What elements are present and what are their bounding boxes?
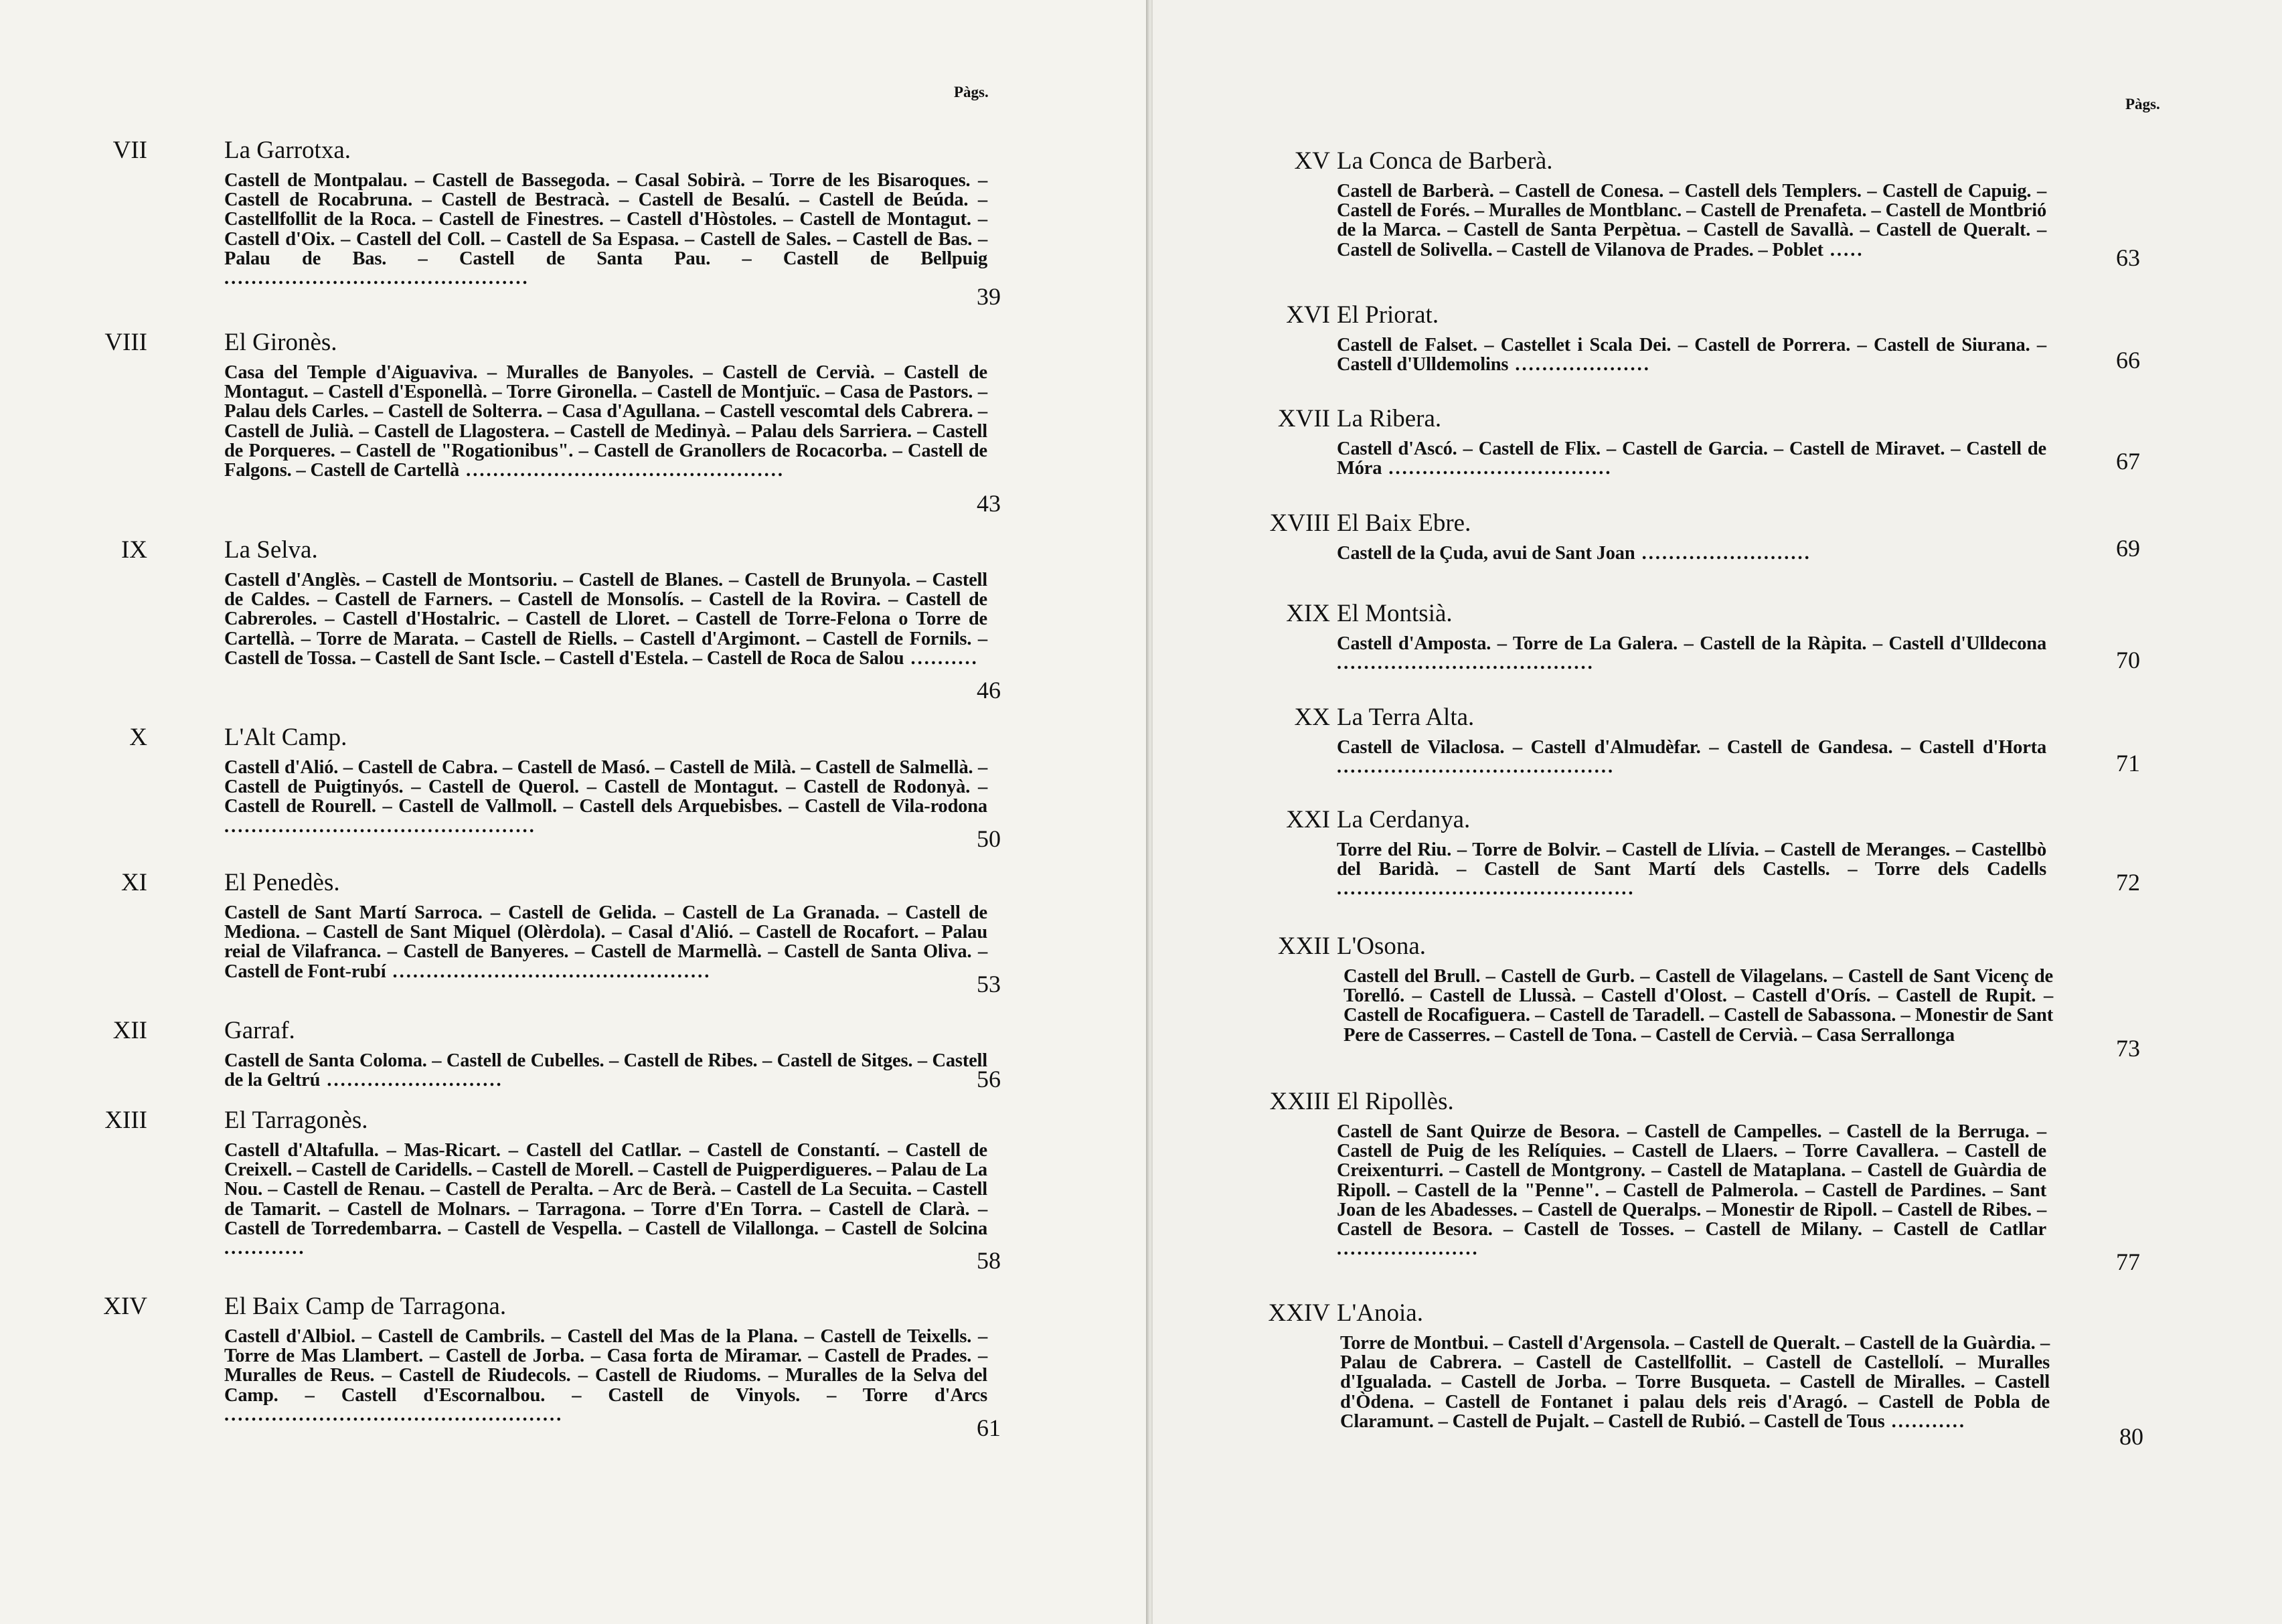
entry-page-number: 61 bbox=[977, 1414, 1001, 1441]
pags-column-label: Pàgs. bbox=[2125, 96, 2160, 112]
entry-text-content: Casa del Temple d'Aiguaviva. – Muralles de Banyoles. – Castell de Cervià. – Castell de Montagut. – Castell d'Esponellà. – Torre Gironella. – Castell de Montjuïc. – Casa de Pastors. – Palau dels Carles. – Castell de Solterra. – Casa d'Agullana. – Castell vescomtal dels Cabrera. – Castell de Julià. – Castell de Llagostera. – Castell de Medinyà. – Palau dels Sarriera. – Castell de Porqueres. – Castell de "Rogationibus". – Castell de Granollers de Rocacorba. – Castell de Falgons. – Castell de Cartellà bbox=[224, 362, 987, 481]
entry-number: X bbox=[129, 724, 147, 751]
entry-title: La Ribera. bbox=[1337, 405, 1442, 432]
entry-title: Garraf. bbox=[224, 1017, 295, 1044]
entry-page-number: 63 bbox=[2116, 244, 2140, 271]
entry-page-number: 46 bbox=[977, 677, 1001, 704]
dot-leader: ............ bbox=[224, 1238, 306, 1259]
entry-title: L'Osona. bbox=[1337, 932, 1427, 960]
entry-title: El Baix Ebre. bbox=[1337, 509, 1471, 537]
dot-leader: .................... bbox=[1508, 354, 1651, 376]
entry-text bbox=[1337, 738, 2046, 777]
entry-text-content: Castell d'Albiol. – Castell de Cambrils. – Castell del Mas de la Plana. – Castell de Teixells. – Torre de Mas Llambert. – Castell de Jorba. – Casa forta de Miramar. – Castell de Prades. – Muralles de Reus. – Castell de Riudecols. – Castell de Riudoms. – Muralles de la Selva del Camp. – Castell d'Escornalbou. – Castell de Vinyols. – Torre d'Arcs bbox=[224, 1326, 987, 1406]
entry-text bbox=[224, 1141, 987, 1258]
dot-leader: ......................... bbox=[1635, 543, 1811, 564]
entry-text bbox=[1337, 181, 2046, 260]
entry-text bbox=[224, 903, 987, 981]
entry-title: La Conca de Barberà. bbox=[1337, 147, 1553, 175]
entry-text bbox=[224, 171, 987, 288]
entry-page-number: 72 bbox=[2116, 869, 2140, 896]
entry-text bbox=[1337, 634, 2046, 673]
entry-number: IX bbox=[120, 536, 147, 564]
dot-leader: ............................................ bbox=[1337, 878, 1635, 900]
entry-page-number: 50 bbox=[977, 825, 1001, 852]
dot-leader: ........... bbox=[1884, 1410, 1967, 1432]
entry-page-number: 58 bbox=[977, 1247, 1001, 1274]
entry-number: VIII bbox=[104, 329, 147, 356]
entry-text bbox=[1337, 335, 2046, 374]
entry-text-content: Torre del Riu. – Torre de Bolvir. – Castell de Llívia. – Castell de Meranges. – Castellbò del Baridà. – Castell de Sant Martí dels Castells. – Torre dels Cadells bbox=[1337, 839, 2046, 880]
entry-text-content: Castell de Montpalau. – Castell de Bassegoda. – Casal Sobirà. – Torre de les Bisaroques. – Castell de Rocabruna. – Castell de Bestracà. – Castell de Besalú. – Castell de Beúda. – Castellfollit de la Roca. – Castell de Finestres. – Castell d'Hòstoles. – Castell de Montagut. – Castell d'Oix. – Castell del Coll. – Castell de Sa Espasa. – Castell de Sales. – Castell de Bas. – Palau de Bas. – Castell de Santa Pau. – Castell de Bellpuig bbox=[224, 170, 987, 269]
entry-number: XI bbox=[120, 869, 147, 896]
entry-page-number: 77 bbox=[2116, 1248, 2140, 1275]
dot-leader: ..................... bbox=[1337, 1238, 1479, 1260]
entry-text-content: Castell de Vilaclosa. – Castell d'Almudèfar. – Castell de Gandesa. – Castell d'Horta bbox=[1337, 737, 2046, 758]
entry-number: XXIV bbox=[1268, 1299, 1330, 1327]
entry-text bbox=[1343, 967, 2053, 1045]
dot-leader: ............................................... bbox=[459, 460, 785, 481]
entry-text-content: Castell d'Altafulla. – Mas-Ricart. – Castell del Catllar. – Castell de Constantí. – Castell de Creixell. – Castell de Caridells. – Castell de Morell. – Castell de Puigperdigueres. – Palau de La Nou. – Castell de Renau. – Castell de Peralta. – Arc de Berà. – Castell de La Secuita. – Castell de Tamarit. – Castell de Molnars. – Tarragona. – Torre d'En Torra. – Castell de Clarà. – Castell de Torredembarra. – Castell de Vespella. – Castell de Vilallonga. – Castell de Solcina bbox=[224, 1140, 987, 1239]
entry-page-number: 80 bbox=[2119, 1423, 2143, 1450]
entry-number: XVII bbox=[1277, 405, 1330, 432]
pags-column-label: Pàgs. bbox=[954, 84, 989, 100]
dot-leader: ............................................... bbox=[386, 961, 712, 982]
dot-leader: ......................................... bbox=[1337, 756, 1615, 778]
entry-text-content: Castell d'Anglès. – Castell de Montsoriu. – Castell de Blanes. – Castell de Brunyola. – Castell de Caldes. – Castell de Farners. – Castell de Monsolís. – Castell de la Rovira. – Castell de Cabreroles. – Castell d'Hostalric. – Castell de Lloret. – Castell de Torre-Felona o Torre de Cartellà. – Torre de Marata. – Castell de Riells. – Castell d'Argimont. – Castell de Fornils. – Castell de Tossa. – Castell de Sant Iscle. – Castell d'Estela. – Castell de Roca de Salou bbox=[224, 570, 987, 669]
entry-text-content: Castell de Santa Coloma. – Castell de Cubelles. – Castell de Ribes. – Castell de Sitges. – Castell de la Geltrú bbox=[224, 1050, 987, 1091]
entry-text-content: Castell d'Amposta. – Torre de La Galera. – Castell de la Ràpita. – Castell d'Ulldecona bbox=[1337, 633, 2046, 654]
entry-title: El Baix Camp de Tarragona. bbox=[224, 1293, 507, 1320]
entry-text-content: Castell de Falset. – Castellet i Scala Dei. – Castell de Porrera. – Castell de Siurana. – Castell d'Ulldemolins bbox=[1337, 335, 2046, 376]
entry-page-number: 67 bbox=[2116, 448, 2140, 475]
dot-leader: .......................... bbox=[320, 1070, 503, 1091]
entry-title: L'Anoia. bbox=[1337, 1299, 1423, 1327]
entry-number: XII bbox=[112, 1017, 147, 1044]
entry-title: El Penedès. bbox=[224, 869, 340, 896]
entry-text-content: Castell de Sant Martí Sarroca. – Castell de Gelida. – Castell de La Granada. – Castell de Mediona. – Castell de Sant Miquel (Olèrdola). – Casal d'Alió. – Castell de Rocafort. – Palau reial de Vilafranca. – Castell de Banyeres. – Castell de Marmellà. – Castell de Santa Oliva. – Castell de Font-rubí bbox=[224, 902, 987, 982]
entry-number: XXII bbox=[1277, 932, 1330, 960]
entry-title: La Garrotxa. bbox=[224, 137, 351, 164]
entry-page-number: 66 bbox=[2116, 347, 2140, 374]
entry-text bbox=[1337, 1122, 2046, 1258]
book-gutter bbox=[1146, 0, 1153, 1624]
dot-leader: ...................................... bbox=[1337, 653, 1595, 674]
dot-leader: ..... bbox=[1823, 239, 1864, 260]
entry-number: XVIII bbox=[1269, 509, 1330, 537]
entry-number: XXI bbox=[1286, 806, 1330, 833]
entry-title: El Tarragonès. bbox=[224, 1107, 368, 1134]
dot-leader: .................................................. bbox=[224, 1404, 564, 1425]
entry-page-number: 56 bbox=[977, 1066, 1001, 1092]
entry-number: XV bbox=[1294, 147, 1330, 175]
entry-text bbox=[1337, 840, 2046, 899]
right-page bbox=[1153, 0, 2282, 1624]
entry-text bbox=[224, 758, 987, 836]
entry-page-number: 39 bbox=[977, 283, 1001, 310]
entry-number: XVI bbox=[1286, 301, 1330, 329]
entry-number: XXIII bbox=[1269, 1088, 1330, 1115]
entry-text bbox=[1337, 544, 2046, 563]
entry-page-number: 69 bbox=[2116, 535, 2140, 562]
entry-text bbox=[1337, 439, 2046, 478]
entry-text-content: Castell de la Çuda, avui de Sant Joan bbox=[1337, 543, 1635, 564]
dot-leader: ................................. bbox=[1382, 458, 1613, 479]
entry-title: L'Alt Camp. bbox=[224, 724, 347, 751]
entry-text bbox=[224, 1051, 987, 1090]
entry-title: El Ripollès. bbox=[1337, 1088, 1454, 1115]
entry-page-number: 73 bbox=[2116, 1035, 2140, 1062]
entry-number: XIII bbox=[104, 1107, 147, 1134]
entry-text bbox=[1340, 1333, 2050, 1431]
entry-text-content: Torre de Montbui. – Castell d'Argensola. – Castell de Queralt. – Castell de la Guàrdia. – Palau de Cabrera. – Castell de Castellfollit. – Castell de Castellolí. – Muralles d'Igualada. – Castell de Jorba. – Torre Busqueta. – Castell de Miralles. – Castell d'Òdena. – Castell de Fontanet i palau dels reis d'Aragó. – Castell de Pobla de Claramunt. – Castell de Pujalt. – Castell de Rubió. – Castell de Tous bbox=[1340, 1333, 2050, 1432]
entry-text-content: Castell del Brull. – Castell de Gurb. – Castell de Vilagelans. – Castell de Sant Vicenç de Torelló. – Castell de Llussà. – Castell d'Olost. – Castell d'Orís. – Castell de Rupit. – Castell de Rocafiguera. – Castell de Taradell. – Castell de Sabassona. – Monestir de Sant Pere de Casserres. – Castell de Tona. – Castell de Cervià. – Casa Serrallonga bbox=[1343, 966, 2053, 1046]
entry-title: El Montsià. bbox=[1337, 600, 1453, 627]
dot-leader: .............................................. bbox=[224, 815, 536, 837]
entry-title: El Gironès. bbox=[224, 329, 337, 356]
entry-page-number: 43 bbox=[977, 490, 1001, 517]
entry-page-number: 70 bbox=[2116, 647, 2140, 673]
entry-page-number: 71 bbox=[2116, 750, 2140, 777]
entry-number: VII bbox=[112, 137, 147, 164]
entry-text bbox=[224, 1327, 987, 1425]
dot-leader: ............................................. bbox=[224, 268, 529, 289]
entry-text-content: Castell de Sant Quirze de Besora. – Castell de Campelles. – Castell de la Berruga. – Castell de Puig de les Relíquies. – Castell de Llaers. – Torre Cavallera. – Castell de Creixenturri. – Castell de Montgrony. – Castell de Mataplana. – Castell de Guàrdia de Ripoll. – Castell de la "Penne". – Castell de Palmerola. – Castell de Pardines. – Sant Joan de les Abadesses. – Castell de Queralps. – Monestir de Ripoll. – Castell de Ribes. – Castell de Besora. – Castell de Tosses. – Castell de Milany. – Castell de Catllar bbox=[1337, 1121, 2046, 1240]
entry-title: La Selva. bbox=[224, 536, 318, 564]
entry-title: La Cerdanya. bbox=[1337, 806, 1471, 833]
entry-number: XX bbox=[1294, 704, 1330, 731]
entry-page-number: 53 bbox=[977, 971, 1001, 997]
entry-number: XIX bbox=[1286, 600, 1330, 627]
entry-title: La Terra Alta. bbox=[1337, 704, 1475, 731]
entry-number: XIV bbox=[103, 1293, 147, 1320]
entry-text-content: Castell d'Alió. – Castell de Cabra. – Castell de Masó. – Castell de Milà. – Castell de Salmellà. – Castell de Puigtinyós. – Castell de Querol. – Castell de Montagut. – Castell de Rodonyà. – Castell de Rourell. – Castell de Vallmoll. – Castell dels Arquebisbes. – Castell de Vila-rodona bbox=[224, 757, 987, 817]
entry-text bbox=[224, 570, 987, 668]
entry-text bbox=[224, 363, 987, 480]
entry-text-content: Castell de Barberà. – Castell de Conesa. – Castell dels Templers. – Castell de Capuig. – Castell de Forés. – Muralles de Montblanc. – Castell de Prenafeta. – Castell de Montbrió de la Marca. – Castell de Santa Perpètua. – Castell de Savallà. – Castell de Queralt. – Castell de Solivella. – Castell de Vilanova de Prades. – Poblet bbox=[1337, 181, 2046, 260]
entry-title: El Priorat. bbox=[1337, 301, 1439, 329]
dot-leader: .......... bbox=[904, 647, 979, 669]
entry-text-content: Castell d'Ascó. – Castell de Flix. – Castell de Garcia. – Castell de Miravet. – Castell de Móra bbox=[1337, 438, 2046, 479]
